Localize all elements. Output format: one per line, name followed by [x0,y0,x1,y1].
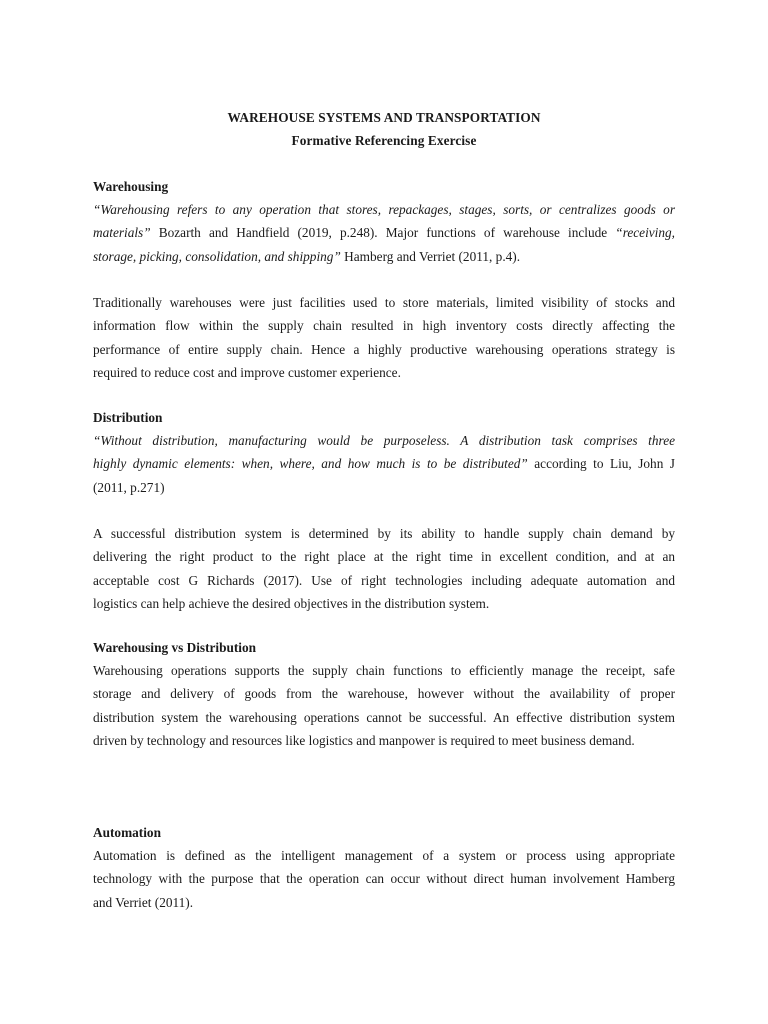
paragraph-line: storage and delivery of goods from the warehouse, however without the availability of proper [93,686,675,702]
section-heading-warehousing-vs-distribution: Warehousing vs Distribution [93,640,257,655]
paragraph-line: driven by technology and resources like logistics and manpower is required to meet business demand. [93,733,635,749]
warehousing-body-paragraph [93,291,675,385]
quote-text: “receiving, [615,225,675,241]
paragraph-line: Traditionally warehouses were just facilities used to store materials, limited visibility of stocks and [93,295,675,310]
distribution-body-paragraph [93,522,675,616]
citation-text: Bozarth and Handfield (2019, p.248). Major functions of warehouse include [150,225,616,241]
paragraph-line: Warehousing operations supports the supply chain functions to efficiently manage the receipt, safe [93,663,675,678]
quote-text: “Without distribution, manufacturing would be purposeless. A distribution task comprises three [93,433,675,448]
warehousing-vs-distribution-paragraph [93,659,675,753]
paragraph-line [93,429,675,452]
paragraph-line: information flow within the supply chain resulted in high inventory costs directly affecting the [93,318,675,334]
paragraph-line: technology with the purpose that the operation can occur without direct human involvement Hamberg [93,871,675,887]
quote-text: “Warehousing refers to any operation that stores, repackages, stages, sorts, or centralizes goods or [93,202,675,217]
paragraph-line: acceptable cost G Richards (2017). Use of right technologies including adequate automation and [93,572,675,588]
paragraph-line [93,221,675,244]
quote-text: highly dynamic elements: when, where, and how much is to be distributed” [93,456,528,472]
warehousing-definition-paragraph [93,198,675,268]
paragraph-line: required to reduce cost and improve customer experience. [93,365,401,381]
paragraph-line: Automation is defined as the intelligent management of a system or process using appropriate [93,848,675,863]
citation-text: according to Liu, John J [527,456,675,472]
paragraph-line: logistics can help achieve the desired objectives in the distribution system. [93,596,490,612]
paragraph-line: and Verriet (2011). [93,894,194,910]
document-subtitle: Formative Referencing Exercise [291,133,477,148]
paragraph-line [93,198,675,221]
citation-text: Hamberg and Verriet (2011, p.4). [340,248,521,264]
section-heading-distribution: Distribution [93,410,163,425]
section-heading-automation: Automation [93,825,161,840]
quote-text: materials” [93,225,151,241]
paragraph-line: (2011, p.271) [93,479,165,495]
quote-text: storage, picking, consolidation, and shipping” [93,248,341,264]
paragraph-line: distribution system the warehousing operations cannot be successful. An effective distribution system [93,709,675,725]
section-heading-warehousing: Warehousing [93,179,169,194]
paragraph-line: delivering the right product to the right place at the right time in excellent condition, and at an [93,549,675,565]
document-title: WAREHOUSE SYSTEMS AND TRANSPORTATION [227,110,541,125]
paragraph-line [93,452,675,475]
automation-paragraph [93,844,675,914]
distribution-definition-paragraph [93,429,675,499]
paragraph-line: A successful distribution system is determined by its ability to handle supply chain demand by [93,526,675,541]
paragraph-line [93,245,675,268]
paragraph-line: performance of entire supply chain. Hence a highly productive warehousing operations strategy is [93,341,675,357]
